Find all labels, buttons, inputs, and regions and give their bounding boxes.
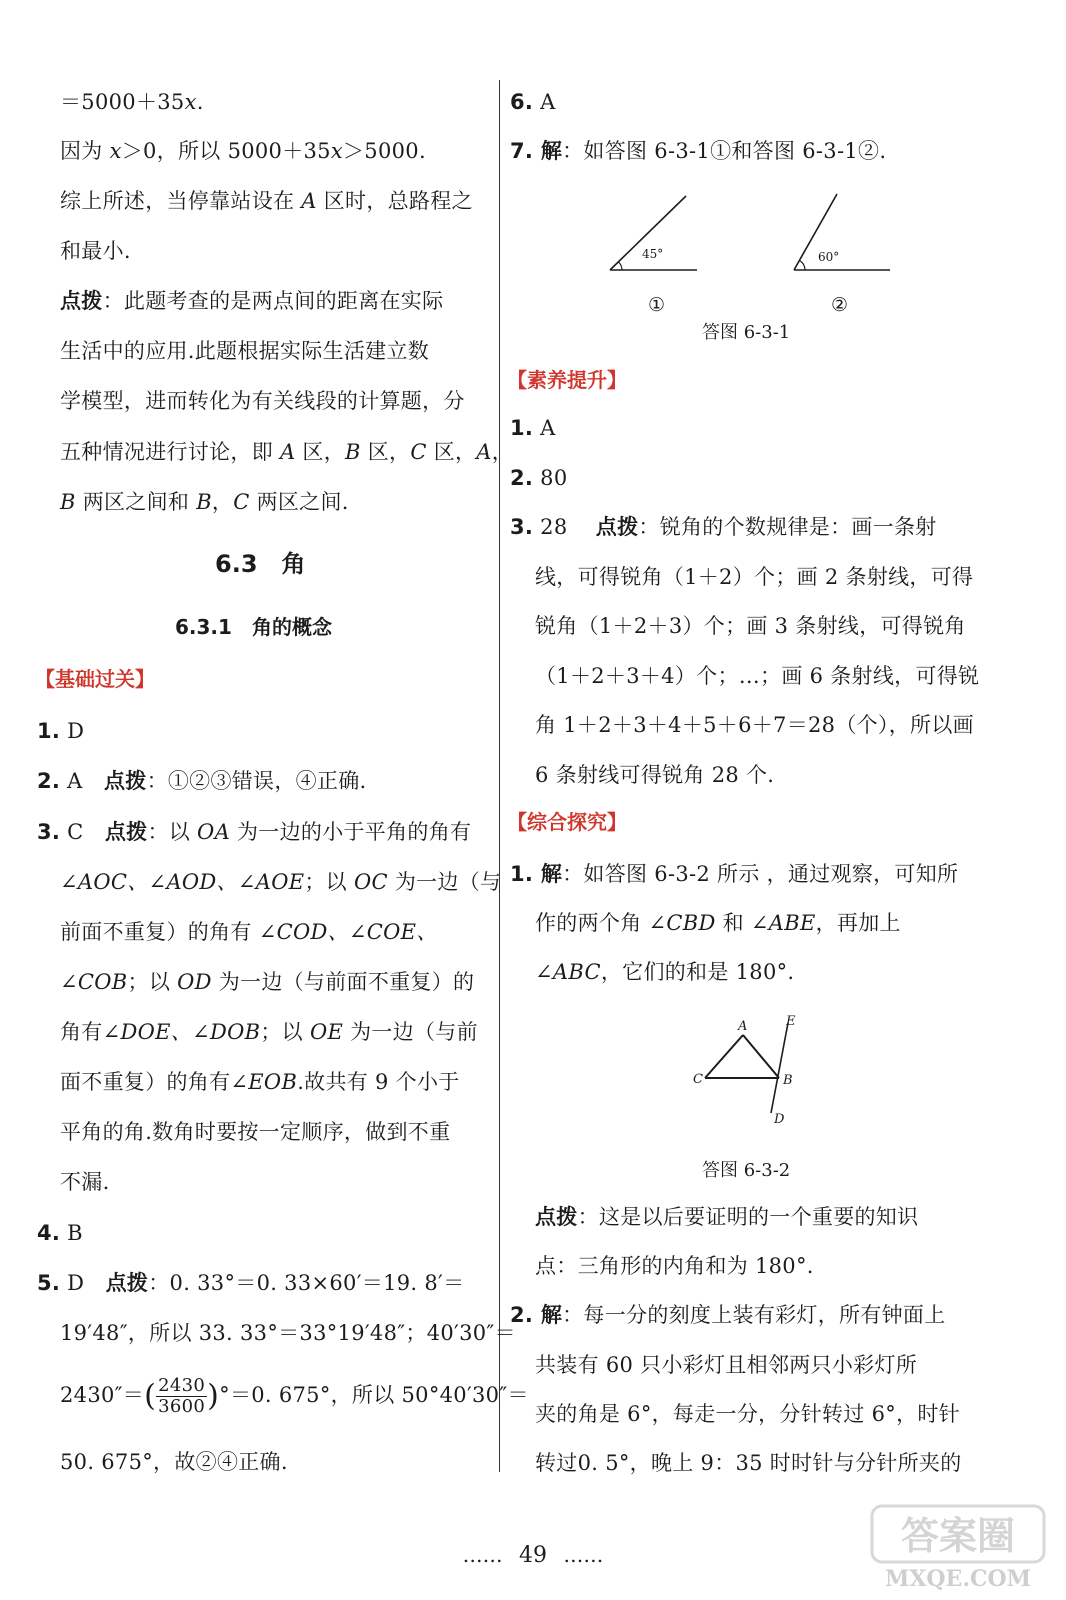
figure-mark-2: ② [831, 294, 849, 316]
watermark-brand: 答案圈 [900, 1513, 1016, 1558]
figure-angles [600, 185, 900, 325]
watermark-logo [868, 1502, 1048, 1592]
text-line: 共装有 60 只小彩灯且相邻两只小彩灯所 [535, 1353, 918, 1377]
text-line: 角有∠DOE、∠DOB；以 OE 为一边（与前 [60, 1020, 478, 1044]
text-line: 不漏. [60, 1170, 110, 1194]
answer-item: 3. 28 点拨：锐角的个数规律是：画一条射 [510, 515, 937, 539]
text-line: （1＋2＋3＋4）个；…；画 6 条射线，可得锐 [535, 664, 980, 688]
segment-ab [743, 1035, 779, 1078]
answer-item: 2. 解：每一分的刻度上装有彩灯，所有钟面上 [510, 1303, 946, 1327]
angle2-label: 60° [818, 250, 840, 264]
text-line: 学模型，进而转化为有关线段的计算题，分 [60, 389, 465, 413]
fraction-line: 2430″＝( $\frac{2430}{3600}$ )°＝0. 675°，所以 50°40′30″＝ [60, 1375, 529, 1417]
text-line: 五种情况进行讨论，即 A 区，B 区，C 区，A， [60, 440, 514, 464]
angle1-arc [619, 262, 622, 270]
text-line: 综上所述，当停靠站设在 A 区时，总路程之 [60, 189, 473, 213]
line-ed [771, 1023, 788, 1113]
text-line: 生活中的应用.此题根据实际生活建立数 [60, 339, 430, 363]
text-line: 面不重复）的角有∠EOB.故共有 9 个小于 [60, 1070, 460, 1094]
point-label-b: B [783, 1073, 793, 1088]
angle1-label: 45° [642, 247, 664, 261]
text-line: 19′48″，所以 33. 33°＝33°19′48″；40′30″＝ [60, 1321, 516, 1345]
text-line: ∠AOC、∠AOD、∠AOE；以 OC 为一边（与 [60, 870, 502, 894]
answer-item: 5. D 点拨：0. 33°＝0. 33×60′＝19. 8′＝ [37, 1271, 465, 1295]
text-line: 角 1＋2＋3＋4＋5＋6＋7＝28（个），所以画 [535, 713, 974, 737]
text-line: 转过0. 5°，晚上 9：35 时时针与分针所夹的 [535, 1451, 962, 1475]
point-label-d: D [774, 1112, 785, 1127]
text-line: 点：三角形的内角和为 180°. [535, 1254, 814, 1278]
answer-item: 7. 解：如答图 6-3-1①和答图 6-3-1②. [510, 139, 887, 163]
fraction: $\frac{2430}{3600}$ [158, 1375, 206, 1417]
figure-caption: 答图 6-3-1 [702, 322, 791, 343]
answer-item: 1. A [510, 416, 556, 440]
figure-caption: 答图 6-3-2 [702, 1160, 791, 1181]
text-line: 和最小. [60, 239, 131, 263]
tag-basic: 【基础过关】 [35, 667, 155, 691]
text-line: 线，可得锐角（1＋2）个；画 2 条射线，可得 [535, 565, 974, 589]
answer-item: 2. A 点拨：①②③错误，④正确. [37, 769, 367, 793]
watermark-site: MXQE.COM [884, 1566, 1032, 1592]
text-line: 因为 x＞0，所以 5000＋35x＞5000. [60, 139, 426, 163]
answer-item: 1. D [37, 719, 85, 743]
text-line: 作的两个角 ∠CBD 和 ∠ABE，再加上 [535, 911, 901, 935]
text-line: ∠ABC，它们的和是 180°. [535, 960, 795, 984]
answer-item: 1. 解：如答图 6-3-2 所示 ，通过观察，可知所 [510, 862, 959, 886]
watermark-graphic [868, 1502, 1048, 1592]
text-line: 点拨：此题考查的是两点间的距离在实际 [60, 289, 444, 313]
subsection-title: 6.3.1 角的概念 [175, 615, 332, 639]
answer-item: 2. 80 [510, 466, 568, 490]
text-line: ＝5000＋35x. [60, 90, 204, 114]
answer-item: 6. A [510, 90, 556, 114]
page-number: 49 [519, 1543, 547, 1568]
text-line: B 两区之间和 B，C 两区之间. [60, 490, 349, 514]
text-line: 平角的角.数角时要按一定顺序，做到不重 [60, 1120, 451, 1144]
text-line: 前面不重复）的角有 ∠COD、∠COE、 [60, 920, 438, 944]
section-title: 6.3 角 [215, 550, 306, 578]
footer-dots-right: …… [563, 1543, 604, 1567]
text-line: 锐角（1＋2＋3）个；画 3 条射线，可得锐角 [535, 614, 966, 638]
angle2-arc [800, 261, 806, 271]
text-line: ∠COB；以 OD 为一边（与前面不重复）的 [60, 970, 475, 994]
tag-improve: 【素养提升】 [507, 368, 627, 392]
point-label-e: E [786, 1014, 796, 1029]
point-label-c: C [693, 1072, 703, 1087]
column-divider [499, 80, 500, 1472]
text-line: 50. 675°，故②④正确. [60, 1450, 288, 1474]
segment-ca [705, 1035, 743, 1078]
tag-explore: 【综合探究】 [507, 810, 627, 834]
footer-dots-left: …… [462, 1543, 503, 1567]
figure-mark-1: ① [648, 294, 666, 316]
text-line: 6 条射线可得锐角 28 个. [535, 763, 775, 787]
text-line: 夹的角是 6°，每走一分，分针转过 6°，时针 [535, 1402, 960, 1426]
point-label-a: A [738, 1019, 748, 1034]
text-line: 点拨：这是以后要证明的一个重要的知识 [535, 1205, 919, 1229]
answer-item: 4. B [37, 1221, 83, 1245]
answer-item: 3. C 点拨：以 OA 为一边的小于平角的角有 [37, 820, 472, 844]
figure-triangle [688, 1010, 818, 1130]
